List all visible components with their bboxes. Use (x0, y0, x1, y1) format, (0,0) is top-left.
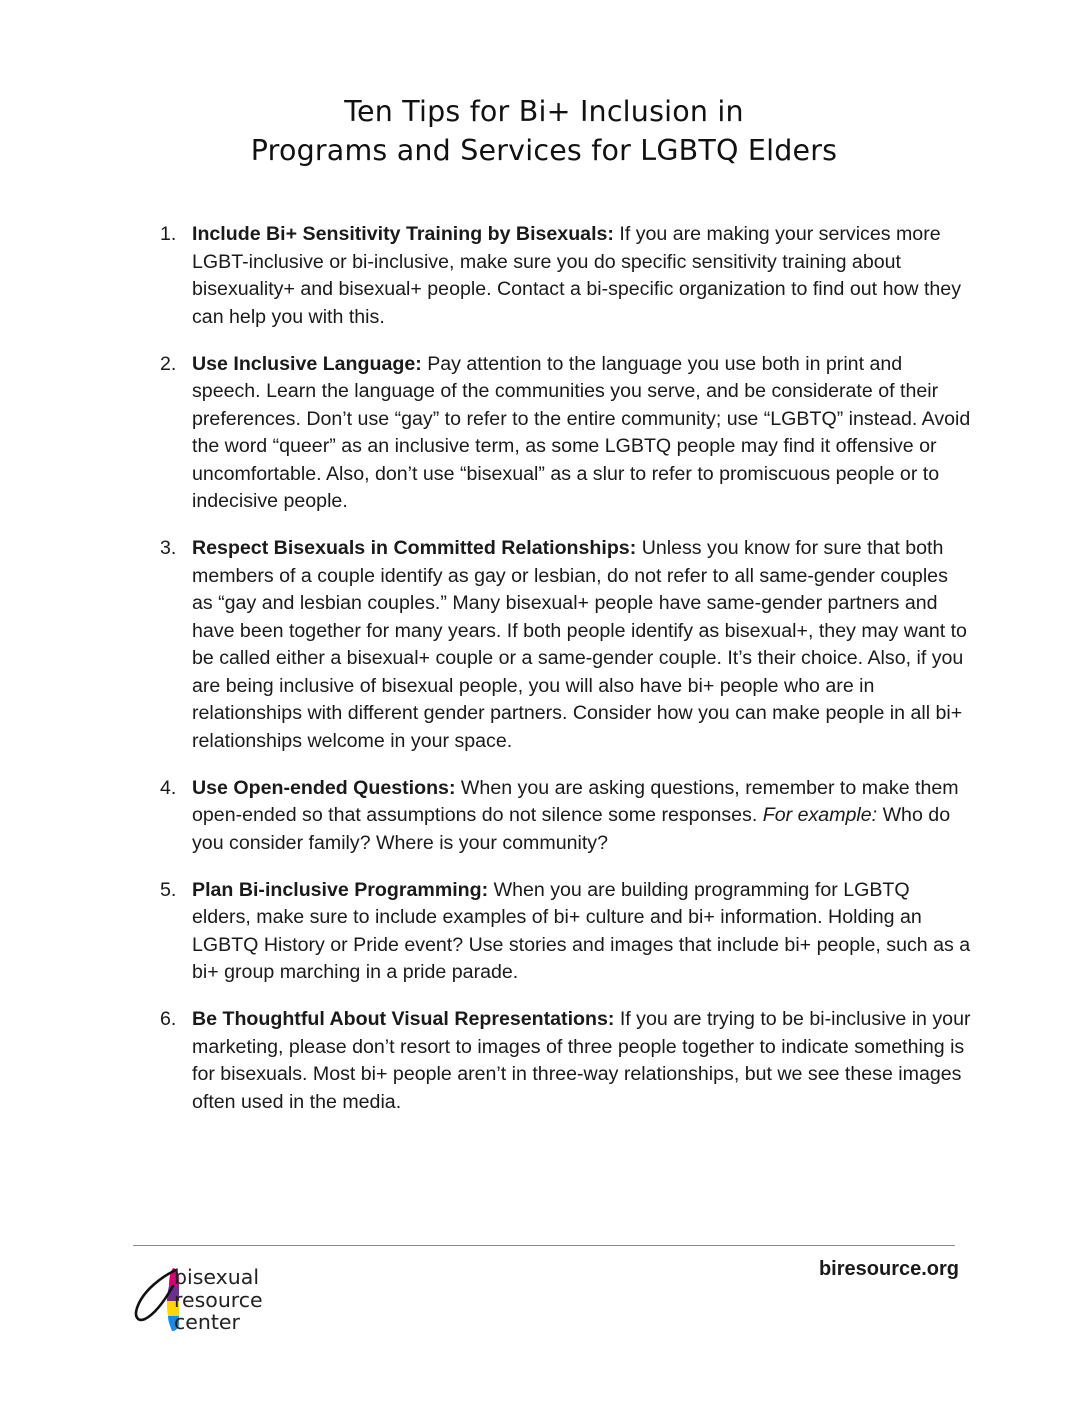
tip-item (160, 1006, 972, 1116)
tip-item (160, 351, 972, 516)
tip-number: 5. (160, 878, 177, 901)
logo-word-resource: resource (174, 1287, 263, 1312)
tip-heading: Use Inclusive Language: (192, 352, 422, 375)
logo-word-center: center (174, 1310, 240, 1334)
tip-body: When you are asking questions, remember to make them open-ended so that assumptions do not silence some responses. (192, 776, 959, 826)
tip-heading: Include Bi+ Sensitivity Training by Bisexuals: (192, 223, 614, 245)
tip-heading: Be Thoughtful About Visual Representations: (192, 1008, 615, 1030)
tip-item (160, 877, 972, 987)
tip-number: 6. (160, 1008, 177, 1030)
tip-heading: Use Open-ended Questions: (192, 776, 456, 799)
tip-body: If you are making your services more LGBT-inclusive or bi-inclusive, make sure you do specific sensitivity training about bisexuality+ and bisexual+ people. Contact a bi-specific organization to find out how they can help you with this. (192, 223, 961, 328)
tip-example-label: For example: (762, 804, 878, 826)
logo-word-bisexual: bisexual (174, 1265, 260, 1289)
bisexual-resource-center-logo (133, 1264, 293, 1336)
tip-example-text: Who do you consider family? Where is your community? (192, 804, 951, 854)
document-title (0, 92, 1088, 170)
tip-item (160, 535, 972, 755)
tip-body: If you are trying to be bi-inclusive in your marketing, please don’t resort to images of three people together to indicate something is for bisexuals. Most bi+ people aren’t in three-way relationships, but we see these images often used in the media. (192, 1008, 971, 1113)
tip-body: Pay attention to the language you use both in print and speech. Learn the language of the communities you serve, and be considerate of their preferences. Don’t use “gay” to refer to the entire community; use “LGBTQ” instead. Avoid the word “queer” as an inclusive term, as some LGBTQ people may find it offensive or uncomfortable. Also, don’t use “bisexual” as a slur to refer to promiscuous people or to indecisive people. (192, 352, 971, 512)
tip-item (160, 775, 972, 858)
tips-list (160, 221, 972, 1136)
tip-number: 1. (160, 223, 177, 245)
tip-number: 2. (160, 352, 177, 375)
tip-item (160, 221, 972, 331)
tip-heading: Plan Bi-inclusive Programming: (192, 878, 489, 901)
tip-body: Unless you know for sure that both members of a couple identify as gay or lesbian, do not refer to all same-gender couples as “gay and lesbian couples.” Many bisexual+ people have same-gender partners and have been together for many years. If both people identify as bisexual+, they may want to be called either a bisexual+ couple or a same-gender couple. It’s their choice. Also, if you are being inclusive of bisexual people, you will also have bi+ people who are in relationships with different gender partners. Consider how you can make people in all bi+ relationships welcome in your space. (192, 537, 967, 752)
title-line-1: Ten Tips for Bi+ Inclusion in (344, 95, 744, 128)
website-url: biresource.org (818, 1258, 959, 1280)
title-line-2: Programs and Services for LGBTQ Elders (250, 134, 838, 167)
logo-wordmark (174, 1266, 263, 1334)
tip-body: When you are building programming for LGBTQ elders, make sure to include examples of bi+ culture and bi+ information. Holding an LGBTQ History or Pride event? Use stories and images that include bi+ people, such as a bi+ group marching in a pride parade. (192, 878, 971, 983)
tip-number: 3. (160, 537, 177, 559)
footer-divider (133, 1245, 955, 1246)
tip-number: 4. (160, 776, 177, 799)
tip-heading: Respect Bisexuals in Committed Relationships: (192, 537, 637, 559)
